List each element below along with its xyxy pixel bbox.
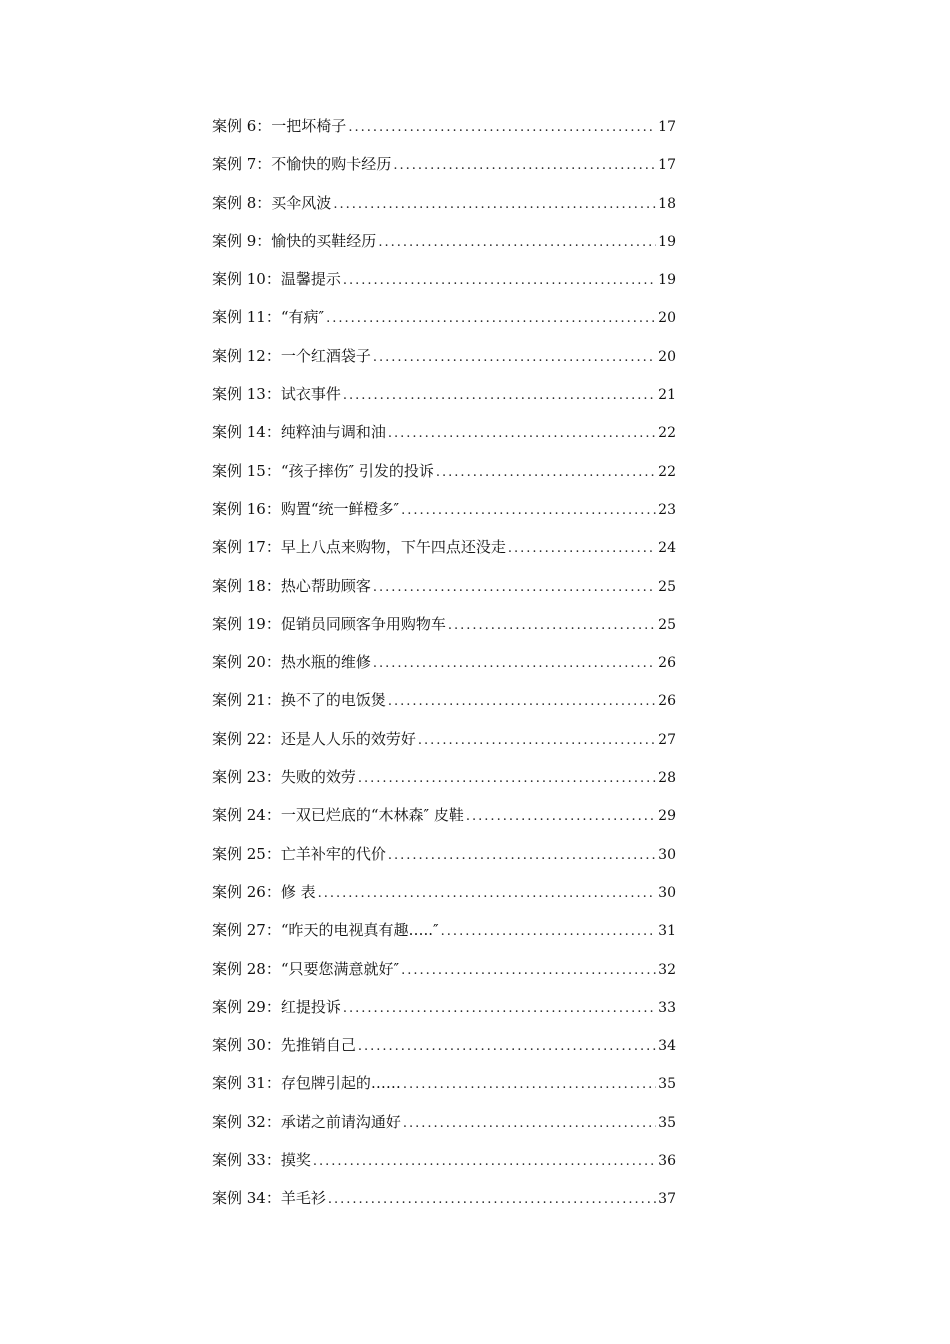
toc-entry[interactable] xyxy=(212,298,676,336)
toc-entry[interactable] xyxy=(212,681,676,719)
toc-leader-dots xyxy=(393,147,656,185)
toc-leader-dots xyxy=(388,837,656,875)
toc-entry-page: 22 xyxy=(658,463,676,480)
toc-leader-dots xyxy=(343,262,656,300)
toc-leader-dots xyxy=(403,1105,656,1143)
toc-leader-dots xyxy=(388,415,656,453)
toc-entry-page: 27 xyxy=(658,731,676,748)
toc-entry-title: 案例 32：承诺之前请沟通好 xyxy=(212,1112,401,1131)
toc-entry-page: 34 xyxy=(658,1038,676,1055)
toc-leader-dots xyxy=(373,569,656,607)
toc-entry-title: 案例 12：一个红酒袋子 xyxy=(212,346,371,365)
toc-entry-page: 30 xyxy=(658,884,676,901)
toc-entry-title: 案例 21：换不了的电饭煲 xyxy=(212,691,386,710)
toc-entry[interactable] xyxy=(212,1026,676,1064)
toc-leader-dots xyxy=(401,492,656,530)
toc-entry-title: 案例 13：试衣事件 xyxy=(212,385,341,404)
toc-leader-dots xyxy=(373,339,656,377)
toc-entry-title: 案例 14：纯粹油与调和油 xyxy=(212,423,386,442)
toc-entry[interactable] xyxy=(212,452,676,490)
toc-entry-page: 22 xyxy=(658,425,676,442)
toc-leader-dots xyxy=(328,1181,656,1219)
toc-entry-page: 32 xyxy=(658,961,676,978)
toc-entry-page: 33 xyxy=(658,999,676,1016)
toc-entry[interactable] xyxy=(212,567,676,605)
toc-entry[interactable] xyxy=(212,1179,676,1217)
toc-leader-dots xyxy=(343,377,656,415)
toc-entry-title: 案例 11：“有病″ xyxy=(212,308,325,327)
toc-entry-title: 案例 23：失败的效劳 xyxy=(212,768,356,787)
toc-entry[interactable] xyxy=(212,1103,676,1141)
toc-entry-page: 25 xyxy=(658,616,676,633)
toc-entry-page: 24 xyxy=(658,540,676,557)
toc-entry-page: 37 xyxy=(658,1191,676,1208)
toc-leader-dots xyxy=(508,530,656,568)
toc-entry-page: 19 xyxy=(658,233,676,250)
toc-leader-dots xyxy=(318,875,656,913)
toc-entry-title: 案例 26：修 表 xyxy=(212,882,316,901)
toc-entry-page: 29 xyxy=(658,808,676,825)
toc-entry-page: 23 xyxy=(658,501,676,518)
toc-leader-dots xyxy=(401,952,656,990)
toc-leader-dots xyxy=(333,186,656,224)
toc-leader-dots xyxy=(343,990,656,1028)
toc-entry[interactable] xyxy=(212,490,676,528)
toc-entry-page: 26 xyxy=(658,655,676,672)
toc-leader-dots xyxy=(388,683,656,721)
toc-leader-dots xyxy=(448,607,656,645)
toc-entry[interactable] xyxy=(212,528,676,566)
toc-entry-title: 案例 17：早上八点来购物，下午四点还没走 xyxy=(212,538,506,557)
toc-entry-title: 案例 20：热水瓶的维修 xyxy=(212,653,371,672)
toc-entry-page: 25 xyxy=(658,578,676,595)
toc-entry-title: 案例 9：愉快的买鞋经历 xyxy=(212,231,377,250)
toc-entry-page: 19 xyxy=(658,272,676,289)
toc-entry-page: 28 xyxy=(658,770,676,787)
toc-entry[interactable] xyxy=(212,720,676,758)
toc-entry-page: 21 xyxy=(658,387,676,404)
toc-entry-title: 案例 27：“昨天的电视真有趣…..″ xyxy=(212,921,439,940)
toc-entry-title: 案例 16：购置“统一鲜橙多″ xyxy=(212,499,400,518)
toc-entry[interactable] xyxy=(212,950,676,988)
toc-leader-dots xyxy=(358,1028,656,1066)
toc-entry[interactable] xyxy=(212,605,676,643)
toc-leader-dots xyxy=(378,224,656,262)
toc-leader-dots xyxy=(326,300,656,338)
toc-entry[interactable] xyxy=(212,758,676,796)
toc-entry-title: 案例 8：买伞风波 xyxy=(212,193,332,212)
toc-entry[interactable] xyxy=(212,1141,676,1179)
toc-entry-page: 35 xyxy=(658,1076,676,1093)
toc-entry-title: 案例 33：摸奖 xyxy=(212,1151,311,1170)
toc-entry-page: 35 xyxy=(658,1114,676,1131)
toc-entry-title: 案例 30：先推销自己 xyxy=(212,1036,356,1055)
toc-entry-title: 案例 34：羊毛衫 xyxy=(212,1189,326,1208)
toc-entry-page: 20 xyxy=(658,310,676,327)
toc-entry[interactable] xyxy=(212,337,676,375)
toc-entry-title: 案例 19：促销员同顾客争用购物车 xyxy=(212,614,446,633)
toc-entry-title: 案例 29：红提投诉 xyxy=(212,997,341,1016)
toc-entry-page: 26 xyxy=(658,693,676,710)
toc-entry[interactable] xyxy=(212,145,676,183)
toc-entry-title: 案例 25：亡羊补牢的代价 xyxy=(212,844,386,863)
toc-leader-dots xyxy=(313,1143,656,1181)
toc-entry-page: 17 xyxy=(658,157,676,174)
toc-entry[interactable] xyxy=(212,796,676,834)
toc-entry-page: 20 xyxy=(658,348,676,365)
toc-entry[interactable] xyxy=(212,988,676,1026)
toc-entry-page: 18 xyxy=(658,195,676,212)
toc-leader-dots xyxy=(373,645,656,683)
toc-leader-dots xyxy=(441,913,656,951)
toc-entry-title: 案例 6：一把坏椅子 xyxy=(212,117,347,135)
toc-entry[interactable] xyxy=(212,911,676,949)
toc-entry-page: 36 xyxy=(658,1153,676,1170)
toc-entry[interactable] xyxy=(212,643,676,681)
toc-entry[interactable] xyxy=(212,413,676,451)
toc-entry[interactable] xyxy=(212,184,676,222)
toc-entry-title: 案例 28：“只要您满意就好″ xyxy=(212,959,400,978)
toc-entry-title: 案例 10：温馨提示 xyxy=(212,270,341,289)
toc-entry-page: 17 xyxy=(658,119,676,135)
toc-entry[interactable] xyxy=(212,375,676,413)
toc-entry-title: 案例 18：热心帮助顾客 xyxy=(212,576,371,595)
toc-entry[interactable] xyxy=(212,222,676,260)
toc-leader-dots xyxy=(358,760,656,798)
toc-entry-title: 案例 22：还是人人乐的效劳好 xyxy=(212,729,416,748)
toc-entry[interactable] xyxy=(212,107,676,145)
toc-entry[interactable] xyxy=(212,835,676,873)
toc-leader-dots xyxy=(403,1066,656,1104)
toc-entry-title: 案例 15：“孩子摔伤″ 引发的投诉 xyxy=(212,461,434,480)
toc-leader-dots xyxy=(418,722,656,760)
toc-entry-title: 案例 7：不愉快的购卡经历 xyxy=(212,155,392,174)
toc-entry-title: 案例 24：一双已烂底的“木林森″ 皮鞋 xyxy=(212,806,464,825)
toc-entry-page: 31 xyxy=(658,923,676,940)
toc-entry[interactable] xyxy=(212,260,676,298)
toc-leader-dots xyxy=(466,798,656,836)
toc-entry-title: 案例 31：存包牌引起的…… xyxy=(212,1074,401,1093)
toc-leader-dots xyxy=(348,109,656,147)
toc-leader-dots xyxy=(436,454,656,492)
toc-entry[interactable] xyxy=(212,1064,676,1102)
toc-entry[interactable] xyxy=(212,873,676,911)
toc-entry-page: 30 xyxy=(658,846,676,863)
table-of-contents xyxy=(212,107,676,1218)
